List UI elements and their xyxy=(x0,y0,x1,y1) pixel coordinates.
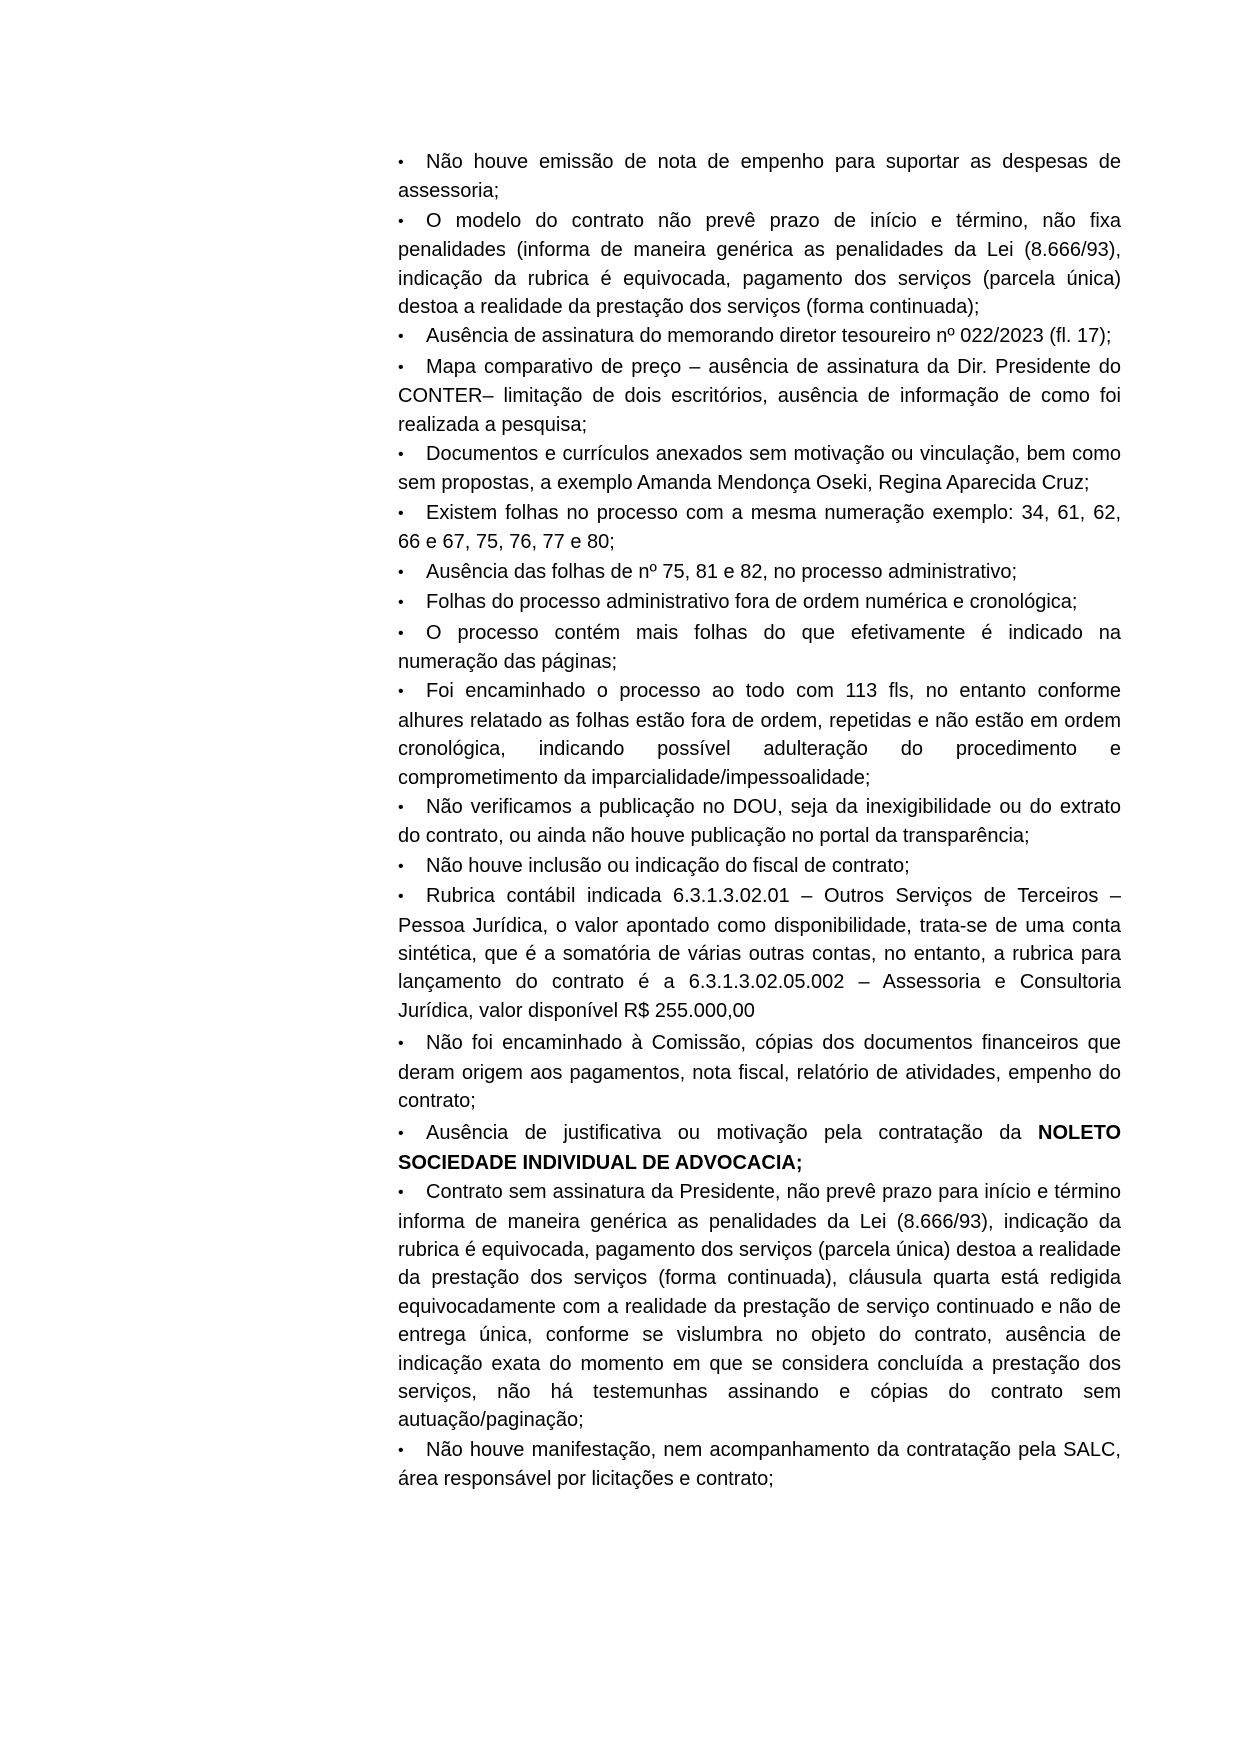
bullet-icon: • xyxy=(398,1125,404,1143)
list-item-text: Rubrica contábil indicada 6.3.1.3.02.01 – Outros Serviços de Terceiros – Pessoa Jurídica, o valor apontado como disponibilidade, trata-se de uma conta sintética, que é a somatória de várias outras contas, no entanto, a rubrica para lançamento do contrato é a 6.3.1.3.02.05.002 – Assessoria e Consultoria Jurídica, valor disponível R$ 255.000,00 xyxy=(398,885,1121,1022)
bullet-icon: • xyxy=(398,504,404,522)
bullet-icon: • xyxy=(398,624,404,642)
list-item-text: Documentos e currículos anexados sem motivação ou vinculação, bem como sem propostas, a exemplo Amanda Mendonça Oseki, Regina Aparecida Cruz; xyxy=(398,443,1121,495)
bullet-icon: • xyxy=(398,154,404,171)
list-item-text: Ausência de assinatura do memorando diretor tesoureiro nº 022/2023 (fl. 17); xyxy=(426,325,1112,348)
list-item xyxy=(398,1119,1121,1177)
bullet-list xyxy=(398,148,1121,1494)
bullet-icon: • xyxy=(398,446,404,464)
list-item-text: Existem folhas no processo com a mesma numeração exemplo: 34, 61, 62, 66 e 67, 75, 76, 77 e 80; xyxy=(398,501,1121,554)
bullet-icon: • xyxy=(398,358,404,376)
list-item xyxy=(398,148,1121,206)
list-item-text: Foi encaminhado o processo ao todo com 113 fls, no entanto conforme alhures relatado as folhas estão fora de ordem, repetidas e não estão em ordem cronológica, indicando possível adulteração do procedimento e comprometimento da imparcialidade/impessoalidade; xyxy=(398,680,1121,789)
list-item xyxy=(398,322,1121,351)
bullet-icon: • xyxy=(398,1441,404,1459)
list-item xyxy=(398,440,1121,498)
list-item xyxy=(398,1029,1121,1115)
bullet-icon: • xyxy=(398,798,404,816)
list-item xyxy=(398,852,1121,881)
list-item-text: O modelo do contrato não prevê prazo de início e término, não fixa penalidades (informa de maneira genérica as penalidades da Lei (8.666/93), indicação da rubrica é equivocada, pagamento dos serviços (parcela única) destoa a realidade da prestação dos serviços (forma continuada); xyxy=(398,209,1121,319)
list-item-text: O processo contém mais folhas do que efetivamente é indicado na numeração das páginas; xyxy=(398,621,1121,673)
list-item-text: Ausência das folhas de nº 75, 81 e 82, no processo administrativo; xyxy=(426,560,1017,583)
bullet-icon: • xyxy=(398,683,404,701)
bullet-icon: • xyxy=(398,563,404,581)
list-item xyxy=(398,793,1121,851)
bullet-icon: • xyxy=(398,212,404,230)
bullet-icon: • xyxy=(398,888,404,906)
list-item xyxy=(398,882,1121,1025)
bullet-icon: • xyxy=(398,1035,404,1053)
list-item xyxy=(398,619,1121,677)
list-item-text: Não houve inclusão ou indicação do fiscal de contrato; xyxy=(426,854,910,877)
list-item xyxy=(398,499,1121,557)
list-item xyxy=(398,353,1121,439)
list-item-text: Mapa comparativo de preço – ausência de assinatura da Dir. Presidente do CONTER– limitação de dois escritórios, ausência de informação de como foi realizada a pesquisa; xyxy=(398,355,1121,436)
bullet-icon: • xyxy=(398,1184,404,1202)
list-item xyxy=(398,1436,1121,1494)
list-item-text: Não foi encaminhado à Comissão, cópias dos documentos financeiros que deram origem aos pagamentos, nota fiscal, relatório de atividades, empenho do contrato; xyxy=(398,1032,1121,1112)
list-item xyxy=(398,588,1121,617)
list-item xyxy=(398,1178,1121,1435)
bullet-icon: • xyxy=(398,594,404,612)
list-item-text: Ausência de justificativa ou motivação pela contratação da xyxy=(426,1122,1039,1145)
list-item xyxy=(398,558,1121,587)
list-item-text: Não verificamos a publicação no DOU, seja da inexigibilidade ou do extrato do contrato, ou ainda não houve publicação no portal da transparência; xyxy=(398,795,1121,848)
list-item-text: Não houve emissão de nota de empenho para suportar as despesas de assessoria; xyxy=(398,151,1121,203)
list-item-text: Contrato sem assinatura da Presidente, não prevê prazo para início e término informa de maneira genérica as penalidades da Lei (8.666/93), indicação da rubrica é equivocada, pagamento dos serviços (parcela única) destoa a realidade da prestação dos serviços (forma continuada), cláusula quarta está redigida equivocadamente com a realidade da prestação de serviço continuado e não de entrega única, conforme se vislumbra no objeto do contrato, ausência de indicação exata do momento em que se considera concluída a prestação dos serviços, não há testemunhas assinando e cópias do contrato sem autuação/paginação; xyxy=(398,1181,1121,1432)
list-item-text: Folhas do processo administrativo fora de ordem numérica e cronológica; xyxy=(426,591,1078,614)
bullet-icon: • xyxy=(398,857,404,875)
bullet-icon: • xyxy=(398,328,404,346)
list-item-text: Não houve manifestação, nem acompanhamento da contratação pela SALC, área responsável por licitações e contrato; xyxy=(398,1438,1121,1491)
company-name: NOLETO SOCIEDADE INDIVIDUAL DE ADVOCACIA; xyxy=(398,1122,1121,1174)
list-item xyxy=(398,677,1121,792)
list-item xyxy=(398,207,1121,322)
